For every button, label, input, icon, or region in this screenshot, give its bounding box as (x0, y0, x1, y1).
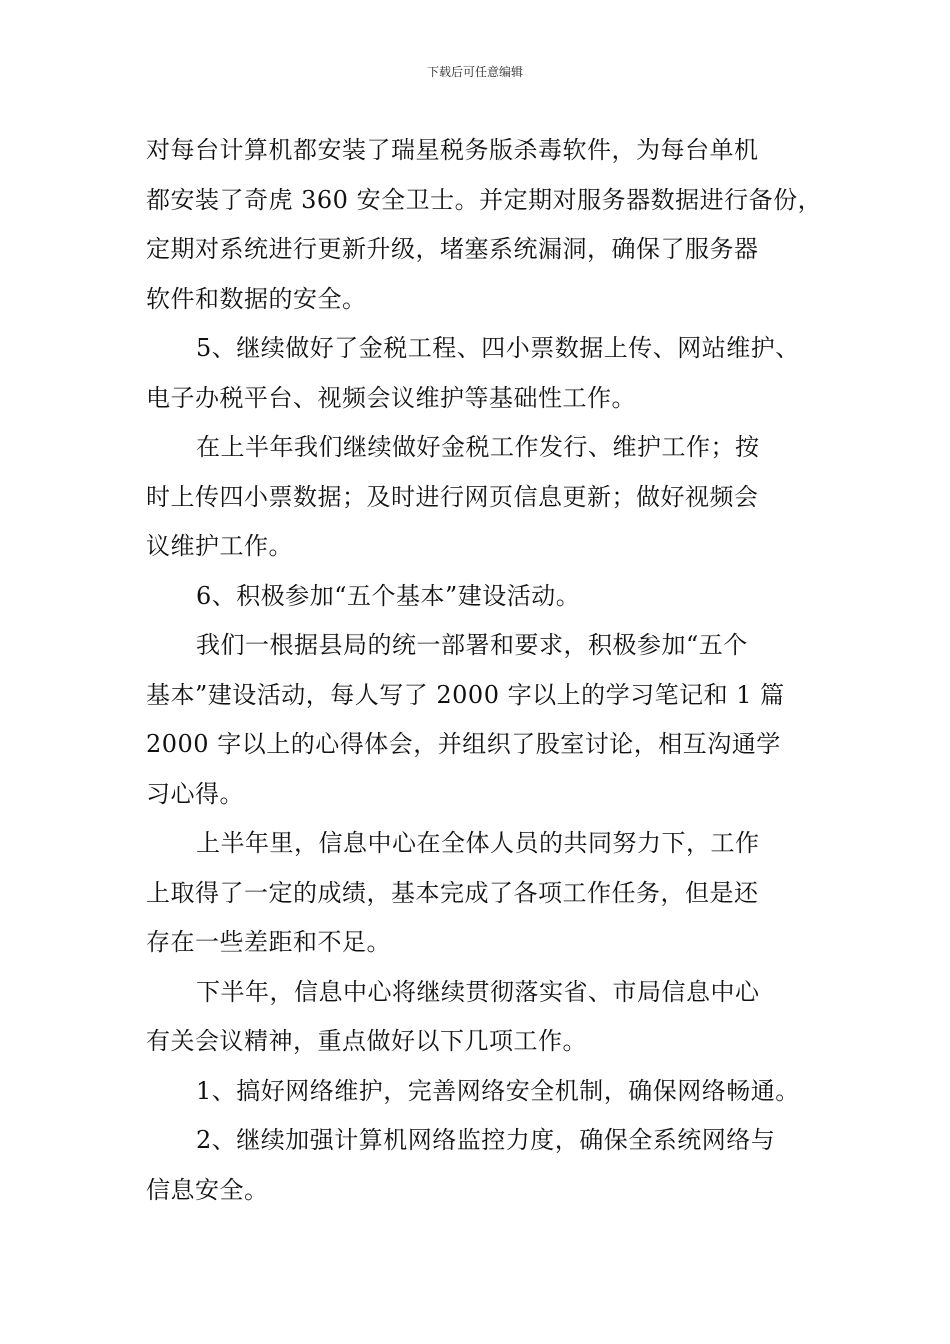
text-line: 电子办税平台、视频会议维护等基础性工作。 (146, 383, 636, 412)
text-line: 上取得了一定的成绩，基本完成了各项工作任务，但是还 (146, 878, 759, 907)
text-line: 信息安全。 (146, 1175, 269, 1204)
text-line: 存在一些差距和不足。 (146, 928, 391, 956)
text-line: 6、积极参加“五个基本”建设活动。 (196, 581, 581, 610)
text-line: 时上传四小票数据；及时进行网页信息更新；做好视频会 (146, 482, 759, 511)
text-line: 对每台计算机都安装了瑞星税务版杀毒软件，为每台单机 (146, 136, 759, 164)
text-line: 习心得。 (146, 779, 244, 808)
document-body (146, 126, 823, 1215)
page-header: 下载后可任意编辑 (426, 65, 523, 79)
text-line: 5、继续做好了金税工程、四小票数据上传、网站维护、 (196, 334, 800, 362)
text-line: 我们一根据县局的统一部署和要求，积极参加“五个 (196, 631, 748, 659)
text-line: 在上半年我们继续做好金税工作发行、维护工作；按 (196, 433, 760, 461)
text-line: 基本”建设活动，每人写了 2000 字以上的学习笔记和 1 篇 (146, 680, 785, 709)
text-line: 有关会议精神，重点做好以下几项工作。 (146, 1027, 587, 1055)
text-line: 1、搞好网络维护，完善网络安全机制，确保网络畅通。 (196, 1076, 800, 1105)
text-line: 都安装了奇虎 360 安全卫士。并定期对服务器数据进行备份， (146, 185, 823, 214)
text-line: 2000 字以上的心得体会，并组织了股室讨论，相互沟通学 (146, 730, 781, 758)
text-line: 下半年，信息中心将继续贯彻落实省、市局信息中心 (196, 977, 760, 1006)
text-line: 2、继续加强计算机网络监控力度，确保全系统网络与 (196, 1126, 776, 1154)
text-line: 软件和数据的安全。 (146, 284, 367, 313)
text-line: 议维护工作。 (146, 532, 293, 560)
text-line: 上半年里，信息中心在全体人员的共同努力下，工作 (196, 829, 760, 857)
text-line: 定期对系统进行更新升级，堵塞系统漏洞，确保了服务器 (146, 235, 759, 263)
